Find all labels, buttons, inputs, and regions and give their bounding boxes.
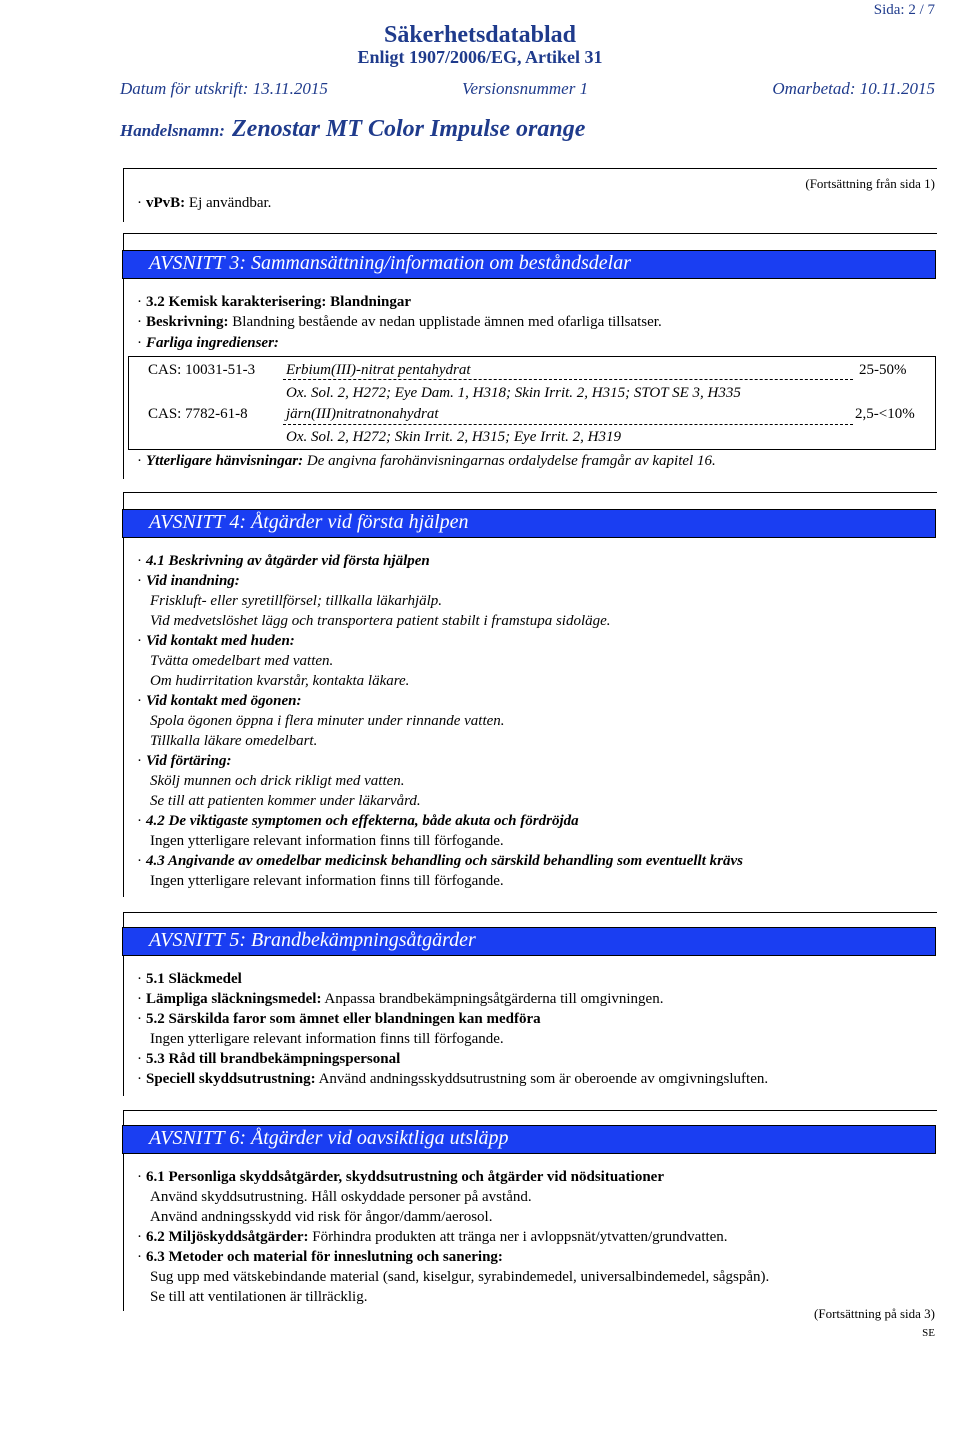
s4-inhal-label: · Vid inandning: xyxy=(137,573,240,589)
s4-43-value: Ingen ytterligare relevant information finns till förfogande. xyxy=(150,873,504,889)
section3-title: AVSNITT 3: Sammansättning/information om beståndsdelar xyxy=(149,252,631,274)
section6-header xyxy=(122,1125,936,1154)
ingredient-1-conc: 25-50% xyxy=(859,362,907,378)
continued-from: (Fortsättning från sida 1) xyxy=(805,176,935,191)
section5-header xyxy=(122,927,936,956)
ingredient-2-cas: CAS: 7782-61-8 xyxy=(148,406,248,422)
s3-line-1: · 3.2 Kemisk karakterisering: Blandningar xyxy=(137,294,412,310)
s3-line-4: · Ytterligare hänvisningar: De angivna farohänvisningarnas ordalydelse framgår av kapitel 16. xyxy=(137,453,716,469)
section4-header xyxy=(122,509,936,538)
s5-line-51: · 5.1 Släckmedel xyxy=(137,971,242,987)
ingredient-2-conc: 2,5-<10% xyxy=(855,406,915,422)
s5-line-53: · 5.3 Råd till brandbekämpningspersonal xyxy=(137,1051,401,1067)
ingredient-2-class: Ox. Sol. 2, H272; Skin Irrit. 2, H315; Eye Irrit. 2, H319 xyxy=(286,429,621,445)
s5-suit: · Lämpliga släckningsmedel: Anpassa brandbekämpningsåtgärderna till omgivningen. xyxy=(137,991,664,1007)
trade-name-value: Zenostar MT Color Impulse orange xyxy=(232,116,586,142)
s5-52-value: Ingen ytterligare relevant information finns till förfogande. xyxy=(150,1031,504,1047)
print-date: Datum för utskrift: 13.11.2015 xyxy=(120,79,328,98)
s4-skin-1: Tvätta omedelbart med vatten. xyxy=(150,653,334,669)
s6-61-value-2: Använd andningsskydd vid risk för ångor/damm/aerosol. xyxy=(150,1209,493,1225)
ingredient-1-cas: CAS: 10031-51-3 xyxy=(148,362,256,378)
s6-line-62: · 6.2 Miljöskyddsåtgärder: Förhindra produkten att tränga ner i avloppsnät/ytvatten/grundvatten. xyxy=(137,1229,728,1245)
s4-ingest-2: Se till att patienten kommer under läkarvård. xyxy=(150,793,421,809)
ingredient-2-name: järn(III)nitratnonahydrat xyxy=(286,406,439,422)
country-code: SE xyxy=(922,1327,935,1339)
s6-line-63: · 6.3 Metoder och material för inneslutning och sanering: xyxy=(137,1249,503,1265)
s4-inhal-1: Friskluft- eller syretillförsel; tillkalla läkarhjälp. xyxy=(150,593,443,609)
s4-skin-2: Om hudirritation kvarstår, kontakta läkare. xyxy=(150,673,410,689)
s4-line-43: · 4.3 Angivande av omedelbar medicinsk behandling och särskild behandling som eventuellt krävs xyxy=(137,853,743,869)
section4-title: AVSNITT 4: Åtgärder vid första hjälpen xyxy=(149,511,469,533)
document-title: Säkerhetsdatablad xyxy=(383,22,577,48)
s6-63-value-1: Sug upp med vätskebindande material (sand, kiselgur, syrabindemedel, universalbindemedel, sågspån). xyxy=(150,1269,770,1285)
section3-header xyxy=(122,250,936,279)
s4-skin-label: · Vid kontakt med huden: xyxy=(137,633,295,649)
version-number: Versionsnummer 1 xyxy=(462,79,589,98)
section5-title: AVSNITT 5: Brandbekämpningsåtgärder xyxy=(149,929,476,951)
s4-ingest-1: Skölj munnen och drick rikligt med vatten. xyxy=(150,773,405,789)
s4-line-42: · 4.2 De viktigaste symptomen och effekterna, både akuta och fördröjda xyxy=(137,813,579,829)
s6-line-61: · 6.1 Personliga skyddsåtgärder, skyddsutrustning och åtgärder vid nödsituationer xyxy=(137,1169,664,1185)
revised-date: Omarbetad: 10.11.2015 xyxy=(772,79,935,98)
vpvb-line: · vPvB: Ej användbar. xyxy=(137,195,272,211)
ingredient-1-name: Erbium(III)-nitrat pentahydrat xyxy=(286,362,471,378)
s4-eye-label: · Vid kontakt med ögonen: xyxy=(137,693,302,709)
page-number: Sida: 2 / 7 xyxy=(873,2,935,18)
continued-to: (Fortsättning på sida 3) xyxy=(814,1306,935,1321)
s3-line-2: · Beskrivning: Blandning bestående av nedan upplistade ämnen med ofarliga tillsatser. xyxy=(137,314,662,330)
trade-name-label: Handelsnamn: xyxy=(120,121,225,140)
s4-line-41: · 4.1 Beskrivning av åtgärder vid första hjälpen xyxy=(137,553,430,569)
s5-ppe: · Speciell skyddsutrustning: Använd andningsskyddsutrustning som är oberoende av omgivningsluften. xyxy=(137,1071,769,1087)
s4-42-value: Ingen ytterligare relevant information finns till förfogande. xyxy=(150,833,504,849)
s4-eye-2: Tillkalla läkare omedelbart. xyxy=(150,733,318,749)
s6-61-value-1: Använd skyddsutrustning. Håll oskyddade personer på avstånd. xyxy=(150,1189,532,1205)
s4-ingest-label: · Vid förtäring: xyxy=(137,753,232,769)
s5-line-52: · 5.2 Särskilda faror som ämnet eller blandningen kan medföra xyxy=(137,1011,541,1027)
s6-63-value-2: Se till att ventilationen är tillräcklig. xyxy=(150,1289,368,1305)
ingredient-divider-2 xyxy=(283,424,853,425)
document-subtitle: Enligt 1907/2006/EG, Artikel 31 xyxy=(357,47,603,67)
ingredient-1-class: Ox. Sol. 2, H272; Eye Dam. 1, H318; Skin Irrit. 2, H315; STOT SE 3, H335 xyxy=(286,385,741,401)
s3-line-3: · Farliga ingredienser: xyxy=(137,335,279,351)
s4-eye-1: Spola ögonen öppna i flera minuter under rinnande vatten. xyxy=(150,713,505,729)
section6-title: AVSNITT 6: Åtgärder vid oavsiktliga utsläpp xyxy=(149,1127,509,1149)
s4-inhal-2: Vid medvetslöshet lägg och transportera patient stabilt i framstupa sidoläge. xyxy=(150,613,611,629)
